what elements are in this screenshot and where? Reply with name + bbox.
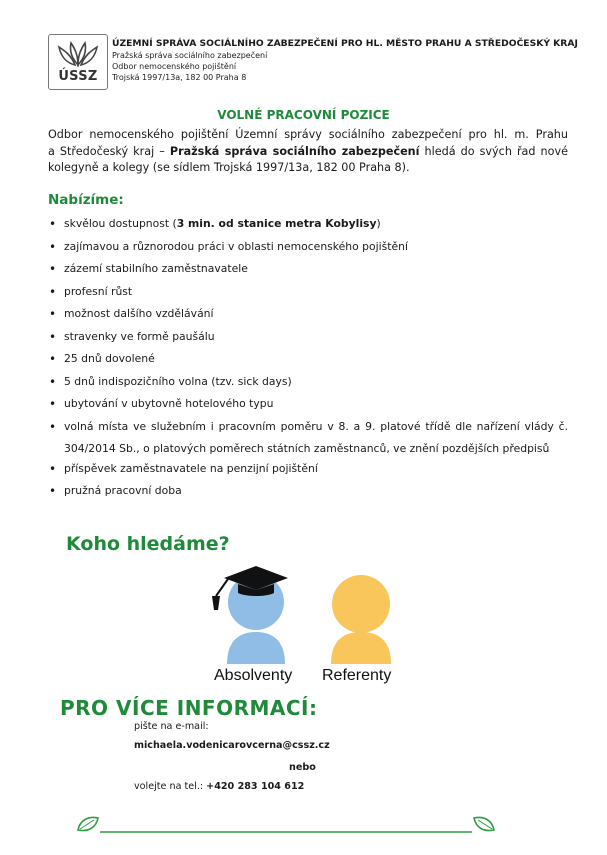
phone-line xyxy=(134,781,304,792)
list-item: • pružná pracovní doba xyxy=(48,483,568,506)
leaf-logo-icon xyxy=(55,39,101,67)
left-leaf-icon xyxy=(78,818,98,831)
org-address: Trojská 1997/13a, 182 00 Praha 8 xyxy=(112,73,247,82)
email-label: pište na e-mail: xyxy=(134,721,209,732)
offer-heading: Nabízíme: xyxy=(48,192,124,208)
referent-avatar-icon xyxy=(331,575,391,664)
seniors-label: Referenty xyxy=(322,667,392,684)
footer-divider xyxy=(76,814,496,840)
seek-heading: Koho hledáme? xyxy=(66,533,230,555)
org-title: ÚZEMNÍ SPRÁVA SOCIÁLNÍHO ZABEZPEČENÍ PRO HL. MĚSTO PRAHU A STŘEDOČESKÝ KRAJ xyxy=(112,38,578,49)
phone-number[interactable]: +420 283 104 612 xyxy=(206,781,305,792)
benefits-list xyxy=(48,216,568,506)
org-line-2: Odbor nemocenského pojištění xyxy=(112,62,237,71)
phone-label: volejte na tel.: xyxy=(134,781,207,792)
list-item: • skvělou dostupnost (3 min. od stanice metra Kobylisy) xyxy=(48,216,568,239)
page-title: VOLNÉ PRACOVNÍ POZICE xyxy=(217,108,390,122)
logo-text: ÚSSZ xyxy=(58,69,98,84)
email-link[interactable]: michaela.vodenicarovcerna@cssz.cz xyxy=(134,740,330,751)
list-item: • 25 dnů dovolené xyxy=(48,351,568,374)
graduates-label: Absolventy xyxy=(214,667,293,684)
intro-paragraph xyxy=(48,127,568,177)
intro-part-1: a Středočeský kraj – xyxy=(48,144,170,158)
list-item: • volná místa ve služebním i pracovním poměru v 8. a 9. platové třídě dle nařízení vlády č. 304/2014 Sb., o platových poměrech státních zaměstnanců, ve znění pozdějších předpisů xyxy=(48,416,568,461)
list-item: • profesní růst xyxy=(48,284,568,307)
intro-part-2: hledá do svých řad nové kolegyně a kolegy (se sídlem Trojská 1997/13a, 182 00 Praha 8). xyxy=(48,144,568,174)
avatars-illustration xyxy=(200,560,430,665)
info-heading: PRO VÍCE INFORMACÍ: xyxy=(60,696,318,720)
list-item: • 5 dnů indispozičního volna (tzv. sick days) xyxy=(48,374,568,397)
org-line-1: Pražská správa sociálního zabezpečení xyxy=(112,51,268,60)
list-item: • možnost dalšího vzdělávání xyxy=(48,306,568,329)
list-item: • příspěvek zaměstnavatele na penzijní pojištění xyxy=(48,461,568,484)
or-label: nebo xyxy=(289,762,316,773)
logo xyxy=(48,34,108,90)
list-item: • stravenky ve formě paušálu xyxy=(48,329,568,352)
graduate-avatar-icon xyxy=(212,566,288,664)
intro-bold: Pražská správa sociálního zabezpečení xyxy=(169,144,420,158)
metro-highlight: 3 min. od stanice metra Kobylisy xyxy=(176,217,377,230)
list-item: • ubytování v ubytovně hotelového typu xyxy=(48,396,568,419)
right-leaf-icon xyxy=(474,818,494,831)
list-item: • zázemí stabilního zaměstnavatele xyxy=(48,261,568,284)
list-item: • zajímavou a různorodou práci v oblasti nemocenského pojištění xyxy=(48,239,568,262)
intro-line-1: Odbor nemocenského pojištění Územní správy sociálního zabezpečení pro hl. m. Prahu xyxy=(48,128,568,141)
